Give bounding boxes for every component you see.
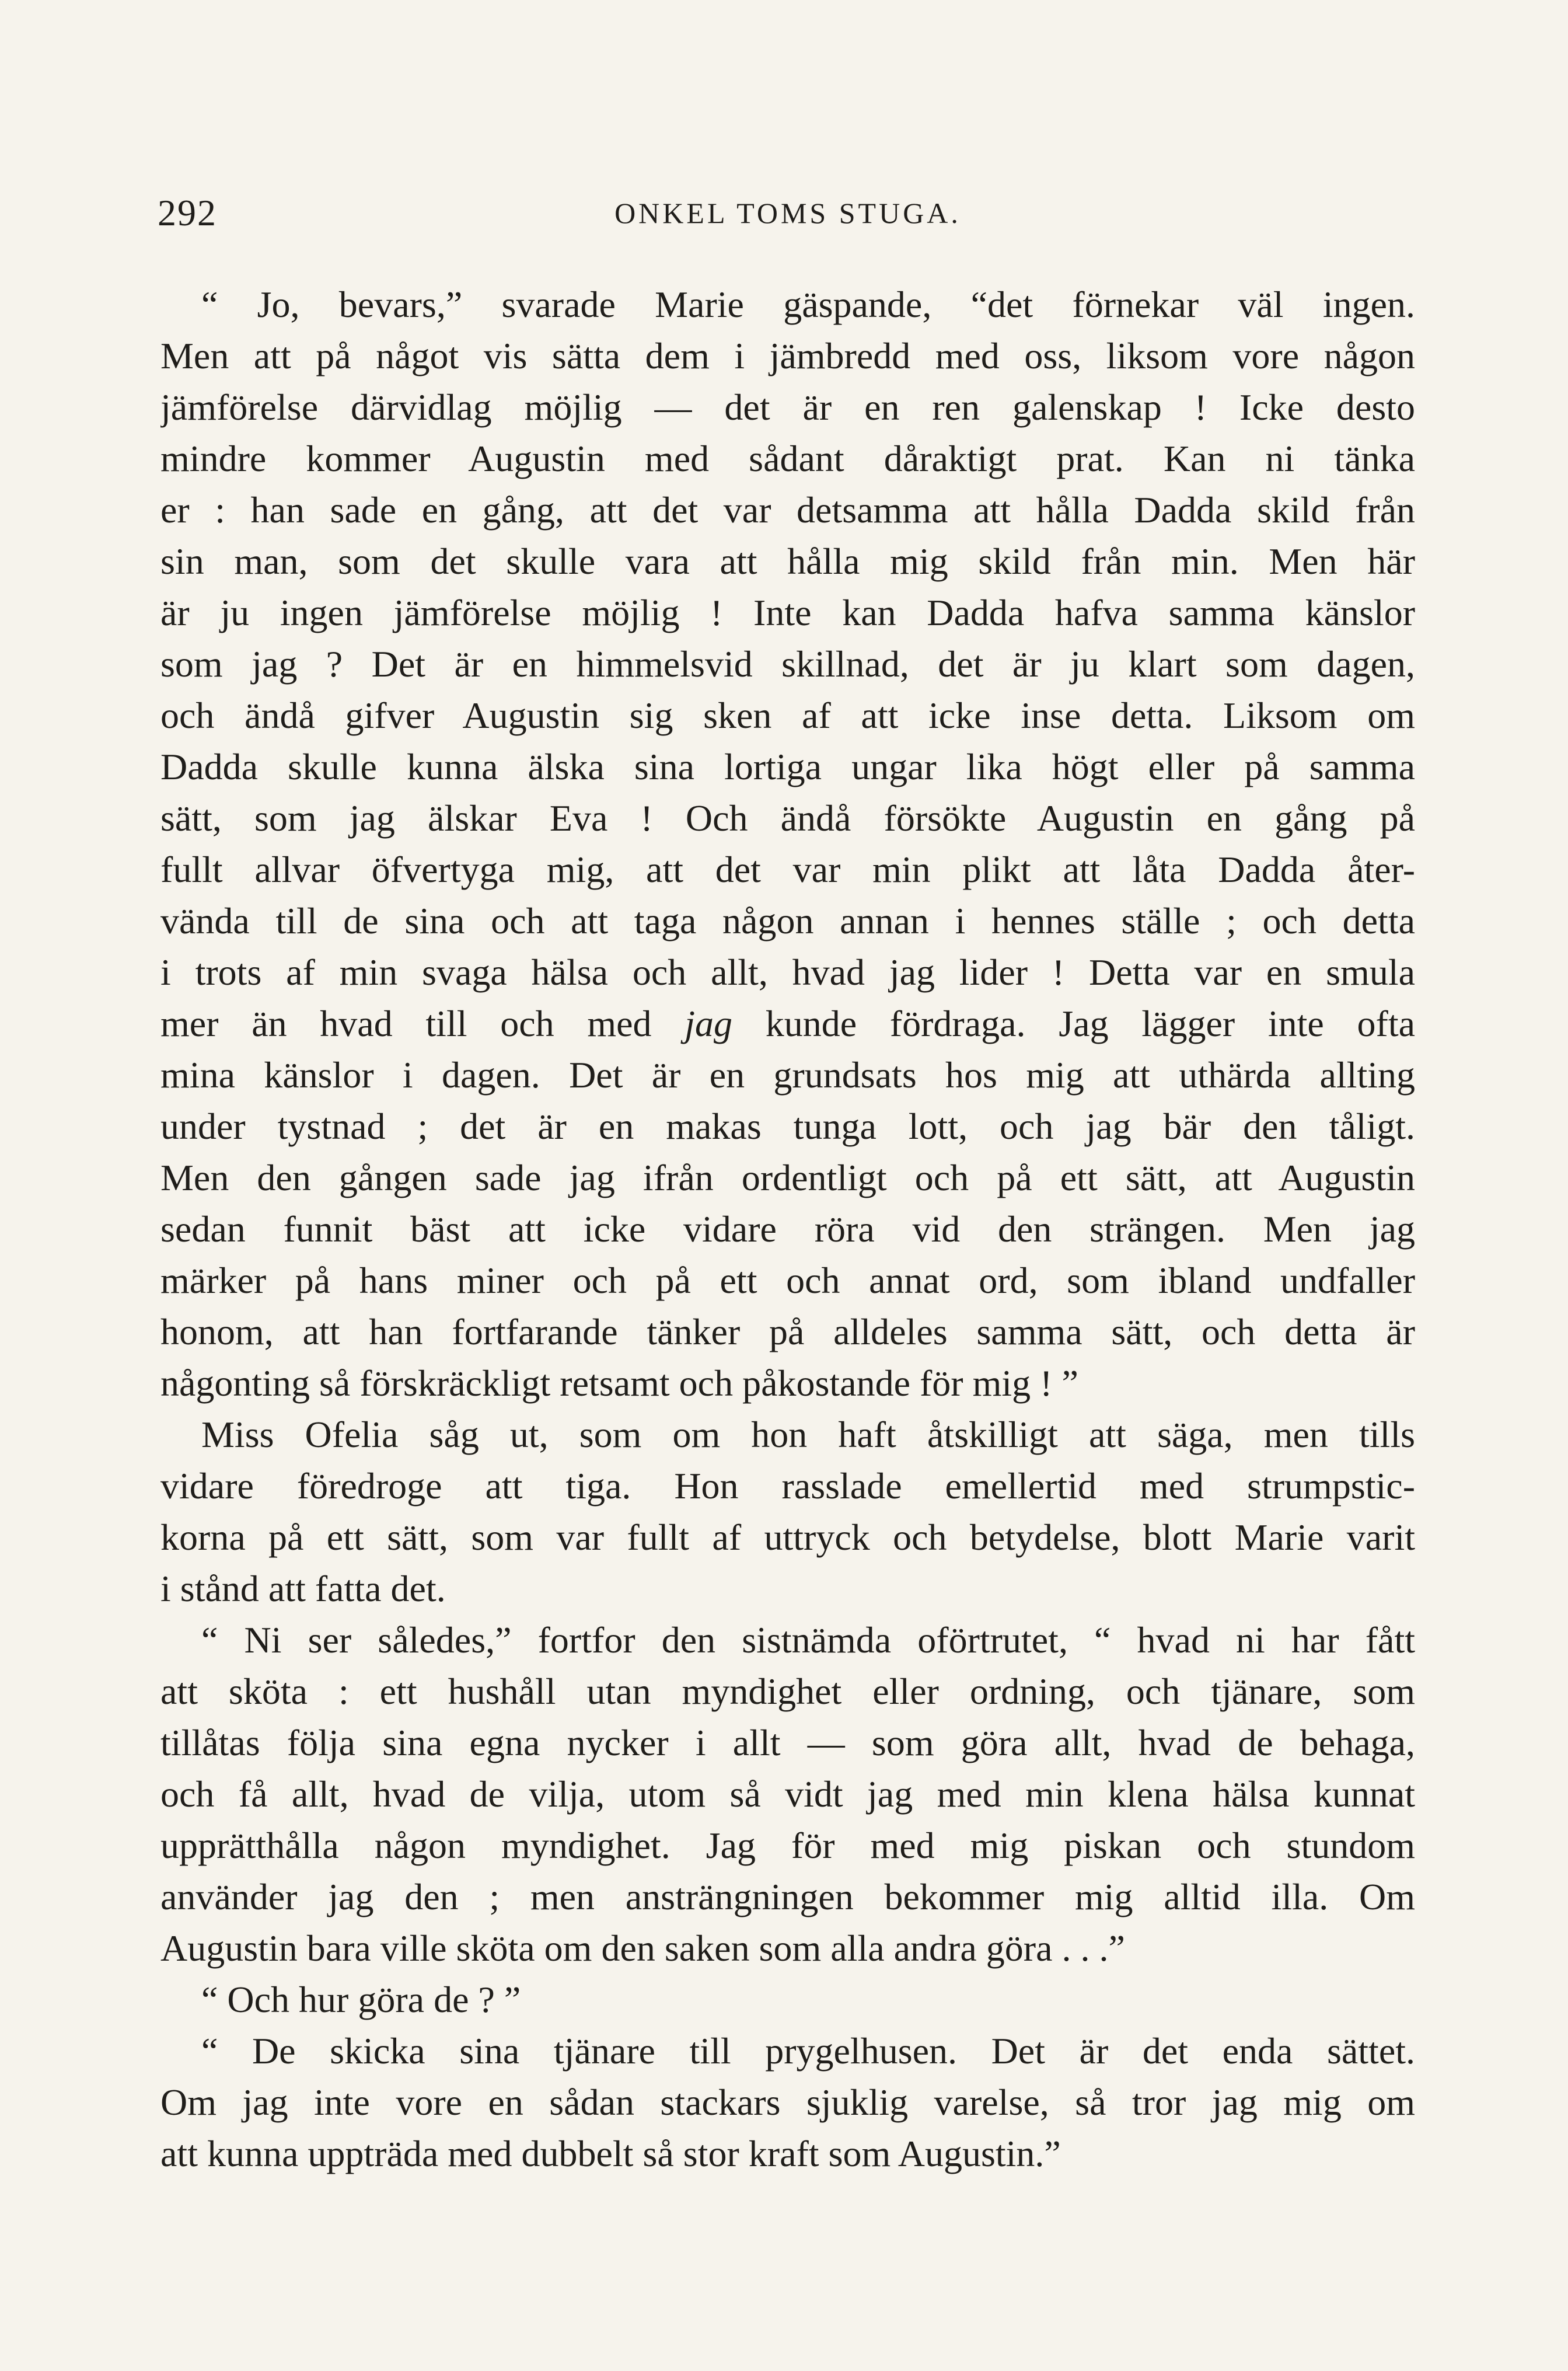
text-segment: kunde fördraga. Jag lägger inte ofta	[765, 1003, 1415, 1044]
page-number: 292	[158, 192, 217, 233]
text-line: fullt allvar öfvertyga mig, att det var min plikt att låta Dadda åter-	[160, 849, 1415, 890]
running-title: ONKEL TOMS STUGA.	[614, 197, 961, 229]
text-line: mindre kommer Augustin med sådant dåraktigt prat. Kan ni tänka	[160, 438, 1415, 479]
text-line: att kunna uppträda med dubbelt så stor kraft som Augustin.”	[160, 2133, 1061, 2174]
text-line: honom, att han fortfarande tänker på alldeles samma sätt, och detta är	[160, 1311, 1415, 1352]
text-line: vidare föredroge att tiga. Hon rasslade emellertid med strumpstic-	[160, 1465, 1415, 1507]
text-line: att sköta : ett hushåll utan myndighet eller ordning, och tjänare, som	[160, 1671, 1415, 1712]
text-line: i stånd att fatta det.	[160, 1568, 446, 1609]
text-line: som jag ? Det är en himmelsvid skillnad, det är ju klart som dagen,	[160, 643, 1415, 685]
text-line: Miss Ofelia såg ut, som om hon haft åtskilligt att säga, men tills	[201, 1414, 1415, 1455]
text-line: upprätthålla någon myndighet. Jag för med mig piskan och stundom	[160, 1825, 1415, 1866]
text-line: “ Ni ser således,” fortfor den sistnämda oförtrutet, “ hvad ni har fått	[201, 1619, 1415, 1661]
text-line: Men att på något vis sätta dem i jämbredd med oss, liksom vore någon	[160, 335, 1415, 376]
text-line: sätt, som jag älskar Eva ! Och ändå försökte Augustin en gång på	[160, 797, 1415, 839]
text-line: sedan funnit bäst att icke vidare röra vid den strängen. Men jag	[160, 1208, 1415, 1250]
text-line: jämförelse därvidlag möjlig — det är en ren galenskap ! Icke desto	[160, 386, 1415, 428]
body-text	[160, 279, 1415, 2180]
text-line: Augustin bara ville sköta om den saken som alla andra göra . . .”	[160, 1927, 1125, 1969]
text-line: och ändå gifver Augustin sig sken af att icke inse detta. Liksom om	[160, 695, 1415, 736]
text-line: “ Och hur göra de ? ”	[201, 1979, 521, 2020]
text-line: använder jag den ; men ansträngningen bekommer mig alltid illa. Om	[160, 1876, 1415, 1917]
text-line: Om jag inte vore en sådan stackars sjuklig varelse, så tror jag mig om	[160, 2081, 1415, 2123]
text-line: “ De skicka sina tjänare till prygelhusen. Det är det enda sättet.	[201, 2030, 1415, 2072]
text-line: under tystnad ; det är en makas tunga lott, och jag bär den tåligt.	[160, 1106, 1415, 1147]
text-line: mina känslor i dagen. Det är en grundsats hos mig att uthärda allting	[160, 1054, 1415, 1096]
text-line: tillåtas följa sina egna nycker i allt — som göra allt, hvad de behaga,	[160, 1722, 1415, 1763]
text-line: någonting så förskräckligt retsamt och påkostande för mig ! ”	[160, 1362, 1078, 1404]
text-line: är ju ingen jämförelse möjlig ! Inte kan Dadda hafva samma känslor	[160, 592, 1415, 633]
text-line-with-italic	[160, 998, 1415, 1049]
running-head	[158, 187, 1418, 239]
text-segment: mer än hvad till och med	[160, 1003, 652, 1044]
text-line: Men den gången sade jag ifrån ordentligt och på ett sätt, att Augustin	[160, 1157, 1415, 1198]
text-line: “ Jo, bevars,” svarade Marie gäspande, “det förnekar väl ingen.	[201, 284, 1415, 325]
text-line: er : han sade en gång, att det var detsamma att hålla Dadda skild från	[160, 489, 1415, 531]
text-line: Dadda skulle kunna älska sina lortiga ungar lika högt eller på samma	[160, 746, 1415, 787]
text-line: korna på ett sätt, som var fullt af uttryck och betydelse, blott Marie varit	[160, 1516, 1415, 1558]
italic-word: jag	[685, 1003, 732, 1044]
text-line: vända till de sina och att taga någon annan i hennes ställe ; och detta	[160, 900, 1415, 942]
text-line: sin man, som det skulle vara att hålla mig skild från min. Men här	[160, 541, 1415, 582]
text-line: i trots af min svaga hälsa och allt, hvad jag lider ! Detta var en smula	[160, 951, 1415, 993]
text-line: och få allt, hvad de vilja, utom så vidt jag med min klena hälsa kunnat	[160, 1773, 1415, 1815]
text-line: märker på hans miner och på ett och annat ord, som ibland undfaller	[160, 1260, 1415, 1301]
